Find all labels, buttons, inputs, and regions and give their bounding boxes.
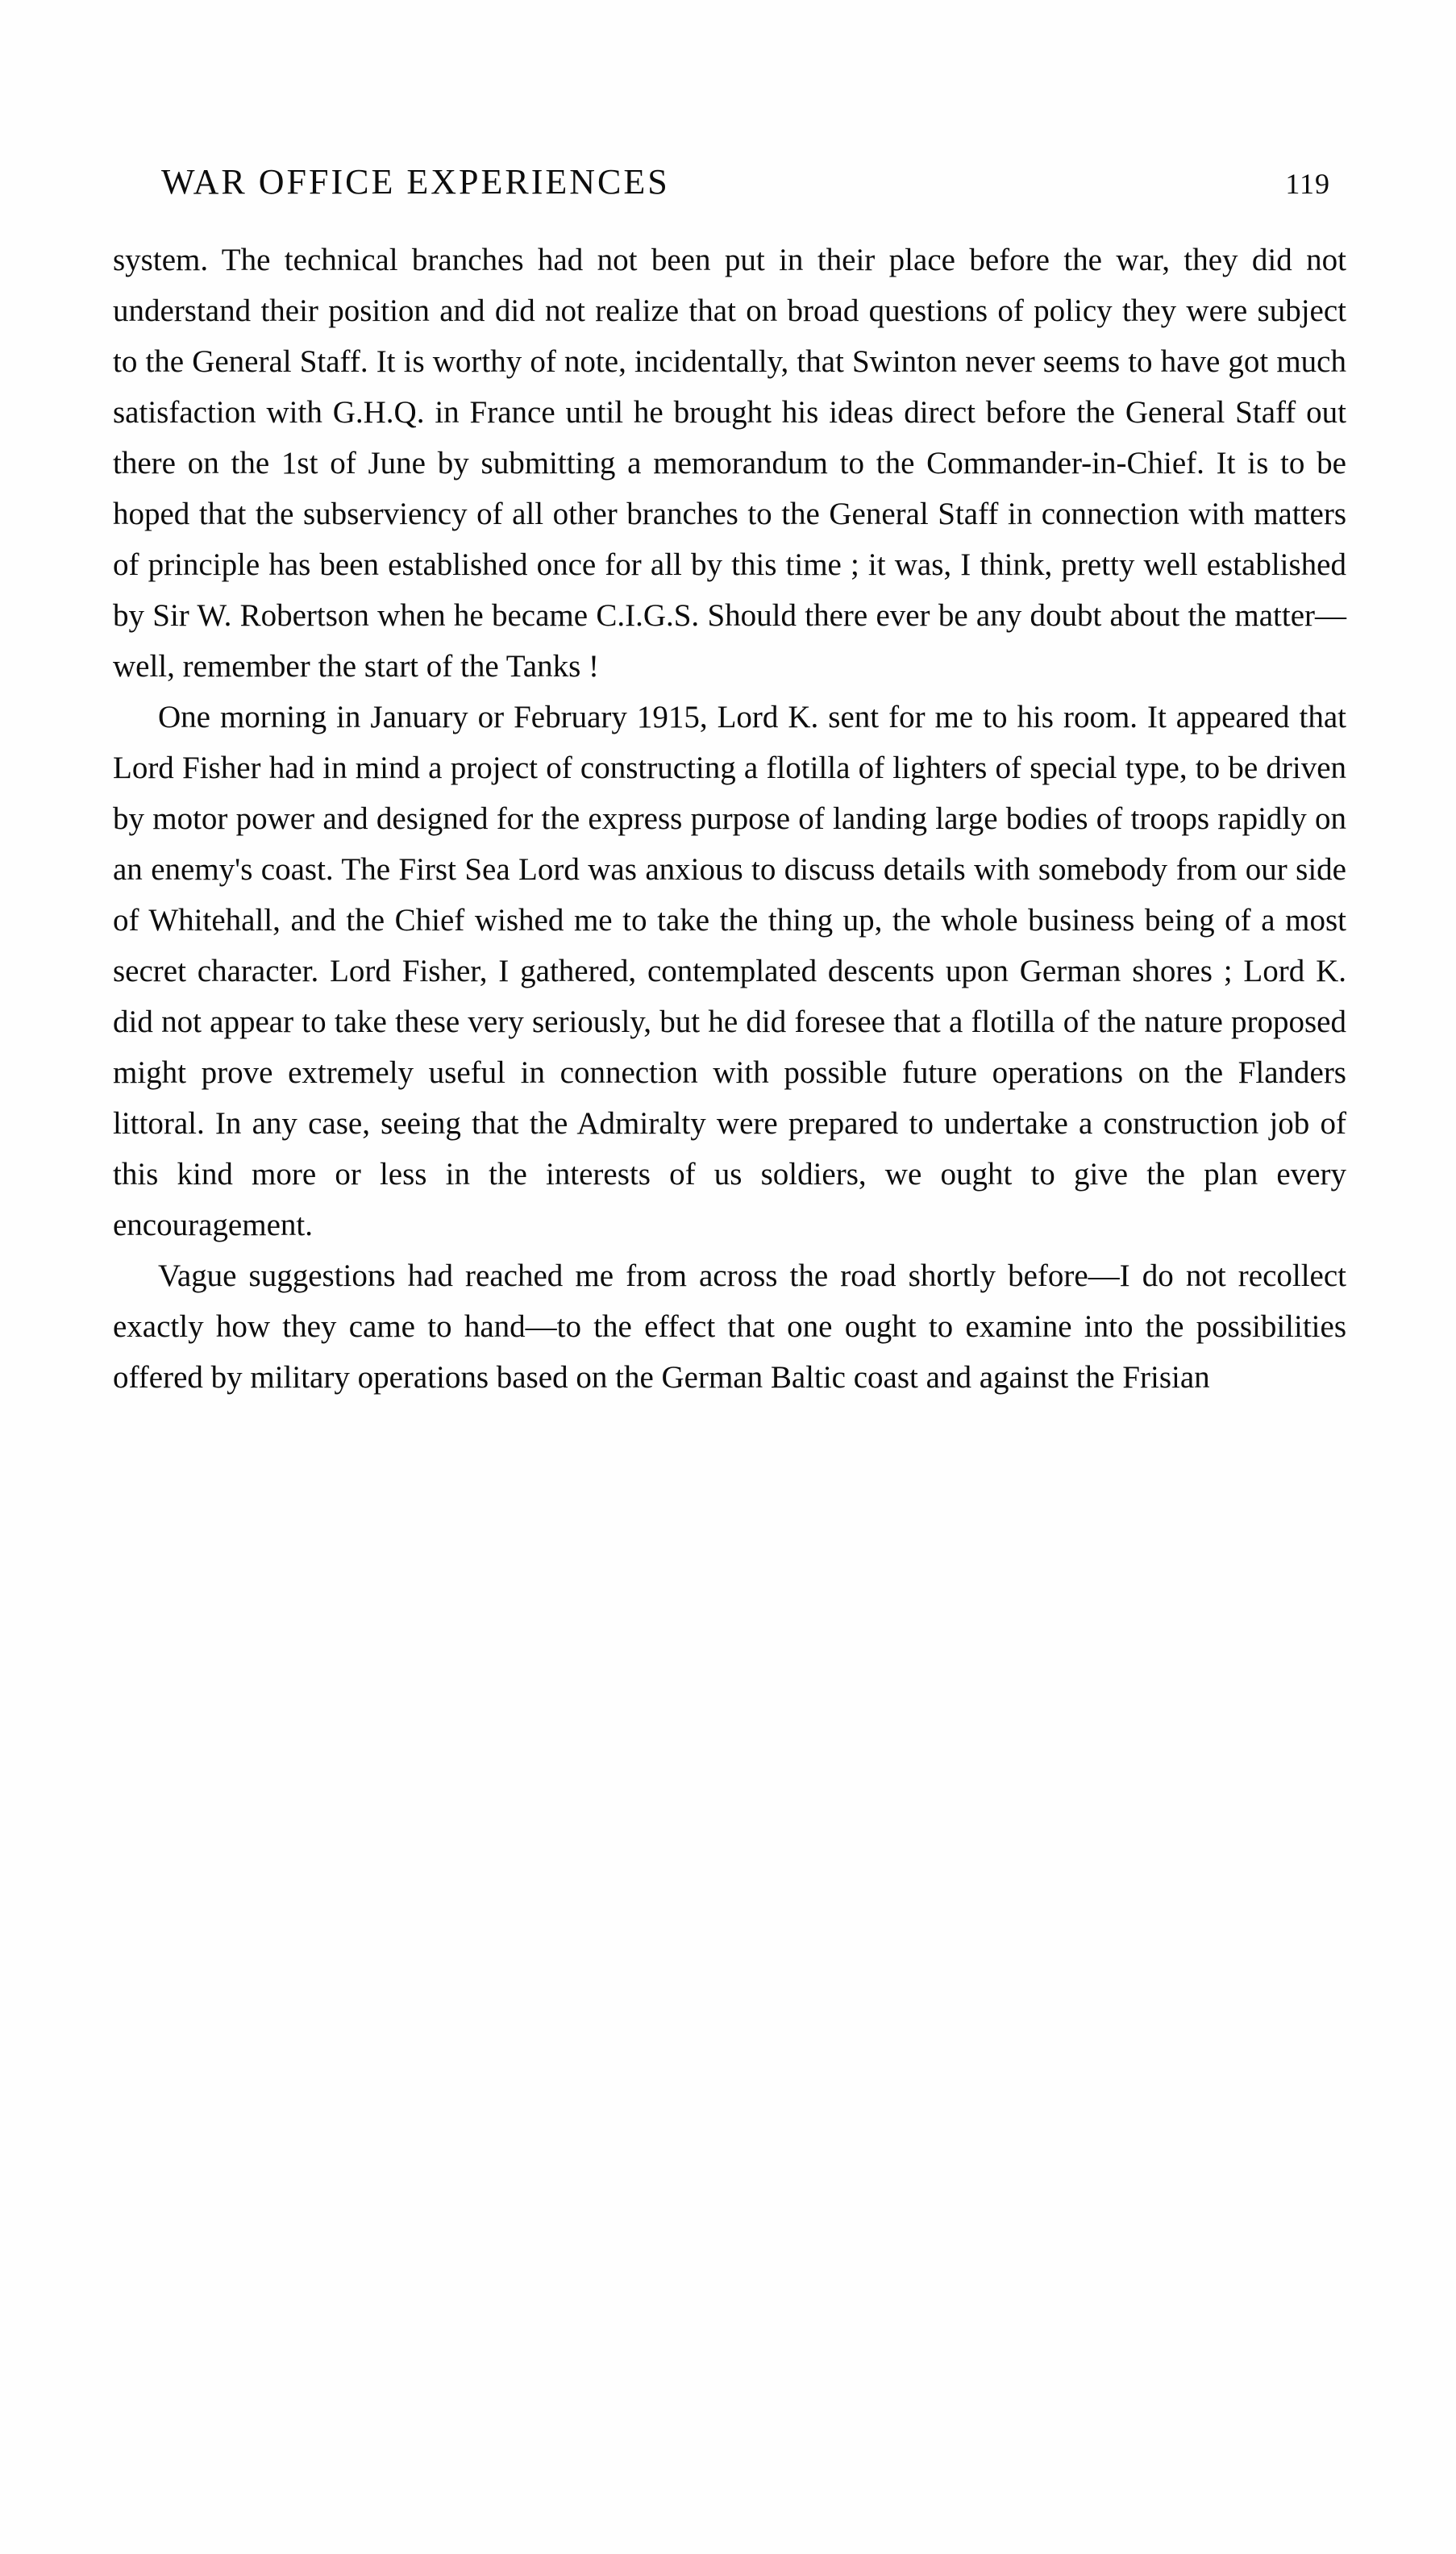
running-head [113, 161, 1346, 202]
paragraph: Vague suggestions had reached me from across the road shortly before—I do not recollect exactly how they came to hand—to the effect that one ought to examine into the possibilities offered by military operations based on the German Baltic coast and against the Frisian [113, 1258, 1346, 1395]
page-number: 119 [1285, 168, 1330, 200]
page-content [113, 161, 1346, 1403]
body-text [113, 235, 1346, 1403]
paragraph: system. The technical branches had not been put in their place before the war, they did not understand their position and did not realize that on broad questions of policy they were subject to the General Staff. It is worthy of note, incidentally, that Swinton never seems to have got much satisfaction with G.H.Q. in France until he brought his ideas direct before the General Staff out there on the 1st of June by submitting a memorandum to the Commander-in-Chief. It is to be hoped that the subserviency of all other branches to the General Staff in connection with matters of principle has been established once for all by this time ; it was, I think, pretty well established by Sir W. Robertson when he became C.I.G.S. Should there ever be any doubt about the matter—well, remember the start of the Tanks ! [113, 243, 1346, 684]
paragraph: One morning in January or February 1915, Lord K. sent for me to his room. It appeared that Lord Fisher had in mind a project of constructing a flotilla of lighters of special type, to be driven by motor power and designed for the express purpose of landing large bodies of troops rapidly on an enemy's coast. The First Sea Lord was anxious to discuss details with somebody from our side of Whitehall, and the Chief wished me to take the thing up, the whole business being of a most secret character. Lord Fisher, I gathered, contemplated descents upon German shores ; Lord K. did not appear to take these very seriously, but he did foresee that a flotilla of the nature proposed might prove extremely useful in connection with possible future operations on the Flanders littoral. In any case, seeing that the Admiralty were prepared to undertake a construction job of this kind more or less in the interests of us soldiers, we ought to give the plan every encouragement. [113, 700, 1346, 1242]
page-title: WAR OFFICE EXPERIENCES [161, 162, 670, 202]
